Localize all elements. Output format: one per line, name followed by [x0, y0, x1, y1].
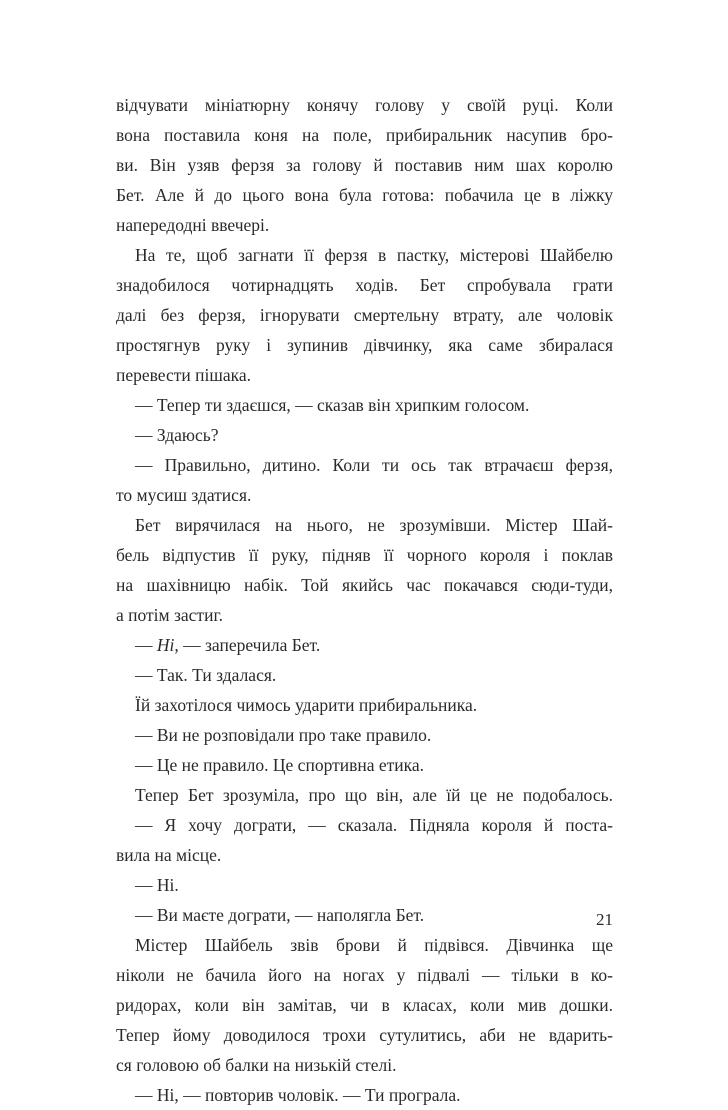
- text-line: Містер Шайбель звів брови й підвівся. Дівчинка ще: [135, 935, 613, 955]
- text-line: Тепер Бет зрозуміла, про що він, але їй це не подобалось.: [135, 785, 613, 805]
- text-line: вила на місце.: [116, 845, 222, 865]
- text-line: простягнув руку і зупинив дівчинку, яка саме збиралася: [116, 335, 613, 355]
- text-line: Бет вирячилася на нього, не зрозумівши. Містер Шай-: [135, 515, 613, 535]
- text-line: ніколи не бачила його на ногах у підвалі — тільки в ко-: [116, 965, 613, 985]
- dialogue-line: — Це не правило. Це спортивна етика.: [135, 755, 425, 775]
- text-line: вона поставила коня на поле, прибиральник насупив бро-: [116, 125, 613, 145]
- text-line: Тепер йому доводилося трохи сутулитись, аби не вдарить-: [116, 1025, 613, 1045]
- text-line: на шахівницю набік. Той якийсь час покачався сюди-туди,: [116, 575, 613, 595]
- text-line: ридорах, коли він замітав, чи в класах, коли мив дошки.: [116, 995, 613, 1015]
- text-line: то мусиш здатися.: [116, 485, 252, 505]
- dialogue-line: [116, 630, 613, 660]
- text-line: бель відпустив її руку, підняв її чорного короля і поклав: [116, 545, 613, 565]
- italic-word: Ні,: [156, 635, 179, 655]
- page-number: 21: [596, 910, 613, 929]
- dialogue-line: — Здаюсь?: [135, 425, 219, 445]
- text-line: ся головою об балки на низькій стелі.: [116, 1055, 397, 1075]
- text-line: Бет. Але й до цього вона була готова: побачила це в ліжку: [116, 185, 613, 205]
- dialogue-line: — Ні, — повторив чоловік. — Ти програла.: [135, 1085, 461, 1105]
- dialogue-dash: —: [135, 635, 153, 655]
- text-line: знадобилося чотирнадцять ходів. Бет спробувала грати: [116, 275, 613, 295]
- dialogue-rest: — заперечила Бет.: [183, 635, 321, 655]
- dialogue-line: — Ви не розповідали про таке правило.: [135, 725, 432, 745]
- dialogue-line: — Правильно, дитино. Коли ти ось так втрачаєш ферзя,: [135, 455, 613, 475]
- text-line: ви. Він узяв ферзя за голову й поставив ним шах королю: [116, 155, 613, 175]
- text-line: відчувати мініатюрну конячу голову у своїй руці. Коли: [116, 95, 613, 115]
- dialogue-line: — Ні.: [135, 875, 179, 895]
- text-line: Їй захотілося чимось ударити прибиральника.: [135, 695, 478, 715]
- text-line: напередодні ввечері.: [116, 215, 270, 235]
- dialogue-line: — Я хочу дограти, — сказала. Підняла короля й поста-: [135, 815, 613, 835]
- dialogue-line: — Ви маєте дограти, — наполягла Бет.: [135, 905, 425, 925]
- dialogue-line: — Тепер ти здаєшся, — сказав він хрипким голосом.: [135, 395, 530, 415]
- text-line: На те, щоб загнати її ферзя в пастку, містерові Шайбелю: [135, 245, 613, 265]
- text-line: а потім застиг.: [116, 605, 224, 625]
- text-line: перевести пішака.: [116, 365, 252, 385]
- text-line: далі без ферзя, ігнорувати смертельну втрату, але чоловік: [116, 305, 613, 325]
- dialogue-line: — Так. Ти здалася.: [135, 665, 277, 685]
- body-text: [116, 90, 613, 1110]
